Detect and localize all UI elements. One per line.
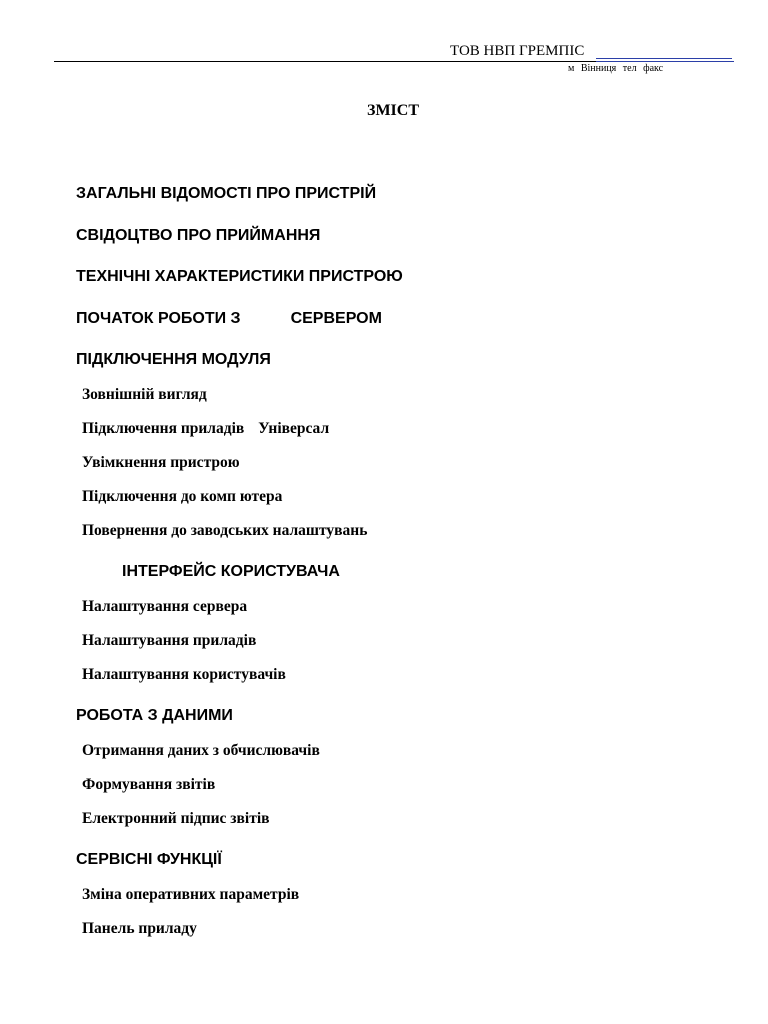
header-rule-accent (596, 61, 734, 62)
address-city: Вінниця (580, 63, 617, 74)
toc-section-getting-started-server: СЕРВЕРОМ (290, 310, 382, 327)
toc-item-factory-reset[interactable]: Повернення до заводських налаштувань (82, 522, 368, 539)
toc-item-appearance[interactable]: Зовнішній вигляд (82, 386, 207, 403)
address-fax-label: факс (643, 63, 664, 74)
toc-item-user-settings[interactable]: Налаштування користувачів (82, 666, 286, 683)
company-address (568, 63, 667, 75)
toc-item-device-connection[interactable] (82, 419, 329, 439)
address-phone-label: тел (622, 63, 637, 74)
toc-item-operational-parameters[interactable]: Зміна оперативних параметрів (82, 886, 300, 903)
toc-section-service-functions[interactable]: СЕРВІСНІ ФУНКЦІЇ (76, 851, 222, 868)
toc-item-report-signature[interactable]: Електронний підпис звітів (82, 810, 270, 827)
toc-section-acceptance-certificate[interactable]: СВІДОЦТВО ПРО ПРИЙМАННЯ (76, 227, 321, 244)
toc-item-device-panel[interactable]: Панель приладу (82, 920, 197, 937)
toc-item-report-generation[interactable]: Формування звітів (82, 776, 216, 793)
toc-section-technical-specs[interactable]: ТЕХНІЧНІ ХАРАКТЕРИСТИКИ ПРИСТРОЮ (76, 268, 403, 285)
toc-item-computer-connection[interactable]: Підключення до комп ютера (82, 488, 283, 505)
toc-section-general-info[interactable]: ЗАГАЛЬНІ ВІДОМОСТІ ПРО ПРИСТРІЙ (76, 185, 377, 202)
toc-item-device-connection-model: Універсал (258, 420, 330, 437)
toc-item-server-settings[interactable]: Налаштування сервера (82, 598, 248, 615)
toc-item-device-settings[interactable]: Налаштування приладів (82, 632, 257, 649)
toc-section-user-interface[interactable]: ІНТЕРФЕЙС КОРИСТУВАЧА (122, 563, 340, 580)
page-title: ЗМІСТ (367, 102, 419, 119)
toc-section-getting-started-label: ПОЧАТОК РОБОТИ З (76, 310, 241, 327)
toc-item-device-connection-label: Підключення приладів (82, 420, 245, 437)
company-name: ТОВ НВП ГРЕМПІС (450, 43, 585, 59)
toc-item-power-on[interactable]: Увімкнення пристрою (82, 454, 240, 471)
header-blank-line (596, 58, 732, 59)
toc-section-data-handling[interactable]: РОБОТА З ДАНИМИ (76, 707, 233, 724)
toc-item-data-retrieval[interactable]: Отримання даних з обчислювачів (82, 742, 320, 759)
address-city-prefix: м (568, 63, 575, 74)
toc-section-getting-started[interactable] (76, 309, 382, 329)
toc-section-module-connection[interactable]: ПІДКЛЮЧЕННЯ МОДУЛЯ (76, 351, 271, 368)
